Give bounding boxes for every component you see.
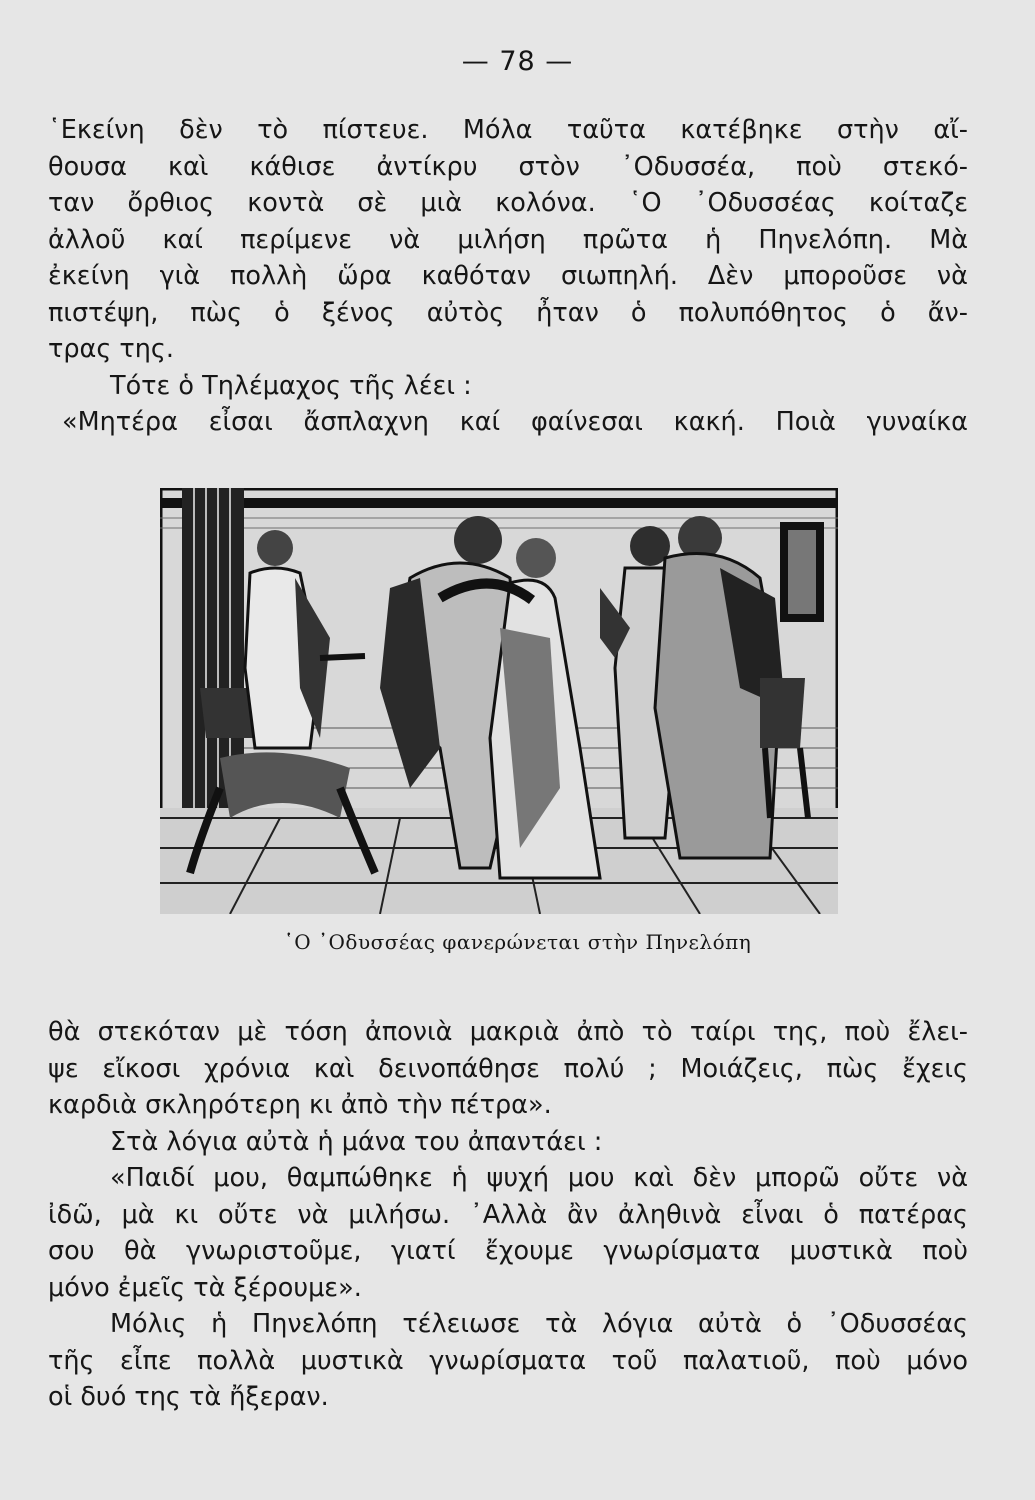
text-line: τρας της. xyxy=(48,334,175,364)
text-line: ταν ὄρθιος κοντὰ σὲ μιὰ κολόνα. ῾Ο ᾿Οδυσσέας κοίταζε xyxy=(48,188,968,218)
text-line: θουσα καὶ κάθισε ἀντίκρυ στὸν ᾿Οδυσσέα, ποὺ στεκό- xyxy=(48,151,968,182)
text-line: τῆς εἶπε πολλὰ μυστικὰ γνωρίσματα τοῦ παλατιοῦ, ποὺ μόνο xyxy=(48,1345,968,1376)
text-line: καρδιὰ σκληρότερη κι ἀπὸ τὴν πέτρα». xyxy=(48,1090,552,1120)
engraving-illustration xyxy=(160,488,838,914)
text-line: «Παιδί μου, θαμπώθηκε ἡ ψυχή μου καὶ δὲν μπορῶ οὔτε νὰ xyxy=(110,1163,968,1193)
page-number: — 78 — xyxy=(461,46,574,77)
text-block-top xyxy=(48,112,968,441)
text-line: ῾Εκείνη δὲν τὸ πίστευε. Μόλα ταῦτα κατέβηκε στὴν αἴ- xyxy=(48,115,968,145)
text-line: ἀλλοῦ καί περίμενε νὰ μιλήση πρῶτα ἡ Πηνελόπη. Μὰ xyxy=(48,224,968,255)
text-line: «Μητέρα εἶσαι ἄσπλαχνη καί φαίνεσαι κακή. Ποιὰ γυναίκα xyxy=(62,407,968,437)
text-line: σου θὰ γνωριστοῦμε, γιατί ἔχουμε γνωρίσματα μυστικὰ ποὺ xyxy=(48,1236,968,1266)
text-line: ἰδῶ, μὰ κι οὔτε νὰ μιλήσω. ᾿Αλλὰ ἂν ἀληθινὰ εἶναι ὁ πατέρας xyxy=(48,1199,968,1230)
text-line: πιστέψη, πὼς ὁ ξένος αὐτὸς ἦταν ὁ πολυπόθητος ὁ ἄν- xyxy=(48,297,968,328)
text-line: Μόλις ἡ Πηνελόπη τέλειωσε τὰ λόγια αὐτὰ ὁ ᾿Οδυσσέας xyxy=(110,1309,968,1339)
illustration-caption: ῾Ο ᾿Οδυσσέας φανερώνεται στὴν Πηνελόπη xyxy=(283,930,752,954)
text-block-bottom xyxy=(48,1014,968,1416)
text-line: ἐκείνη γιὰ πολλὴ ὥρα καθόταν σιωπηλή. Δὲν μποροῦσε νὰ xyxy=(48,261,968,291)
text-line: μόνο ἐμεῖς τὰ ξέρουμε». xyxy=(48,1272,362,1303)
text-line: οἱ δυό της τὰ ἤξεραν. xyxy=(48,1382,329,1412)
text-line: Στὰ λόγια αὐτὰ ἡ μάνα του ἀπαντάει : xyxy=(110,1126,603,1157)
text-line: Τότε ὁ Τηλέμαχος τῆς λέει : xyxy=(110,370,472,401)
text-line: ψε εἴκοσι χρόνια καὶ δεινοπάθησε πολύ ; Μοιάζεις, πὼς ἔχεις xyxy=(48,1053,968,1084)
text-line: θὰ στεκόταν μὲ τόση ἀπονιὰ μακριὰ ἀπὸ τὸ ταίρι της, ποὺ ἔλει- xyxy=(48,1017,968,1047)
